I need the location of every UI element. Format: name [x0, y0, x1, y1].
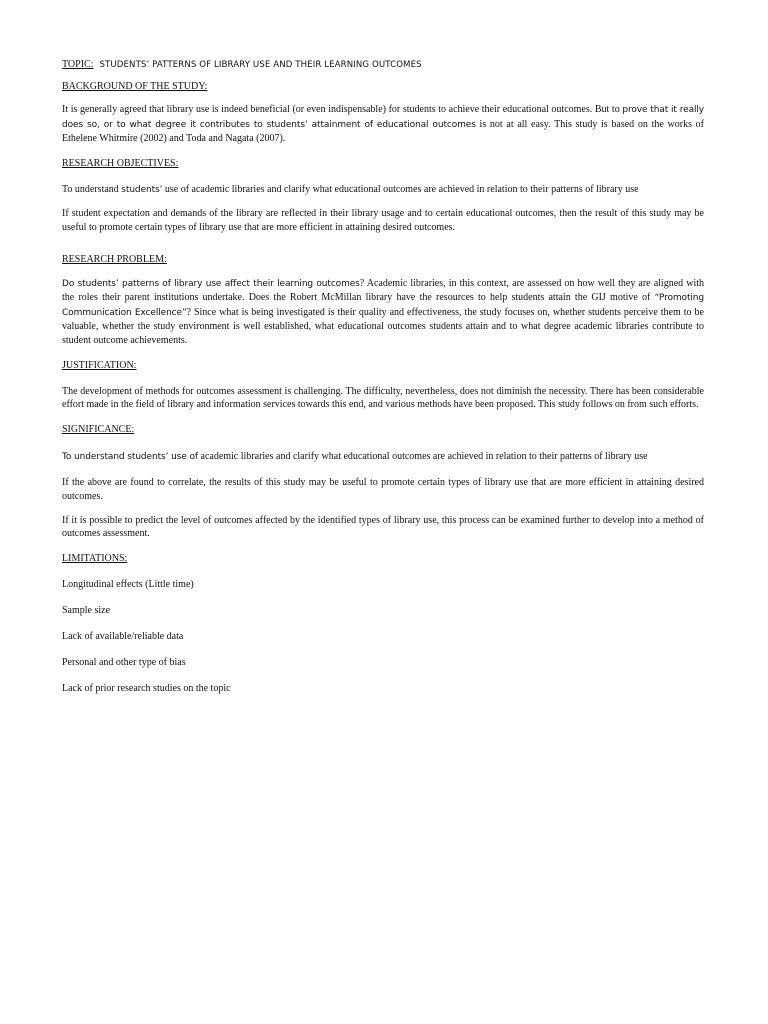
problem-text-b: ? Since what is being investigated is their quality and effectiveness, the study focuses on, whether students perceive them to be valuable, whether the study environment is well established, what educational outcomes students attain and to what degree academic libraries contribute to student outcome achievements. — [62, 306, 704, 346]
document-page — [62, 58, 704, 695]
topic-label: TOPIC: — [62, 59, 94, 70]
problem-paragraph — [62, 277, 704, 348]
limitation-item: Longitudinal effects (Little time) — [62, 578, 194, 590]
significance-text-b: academic libraries and clarify what educational outcomes are achieved in relation to their patterns of library use — [198, 450, 648, 462]
background-text-handwritten: prove that it really does so, or to what degree it contributes to students’ attainment of educational outcomes — [62, 105, 705, 130]
heading-objectives: RESEARCH OBJECTIVES: — [62, 157, 179, 169]
significance-paragraph-1 — [62, 450, 704, 465]
problem-text-handwritten-2: “Promoting Communication Excellence” — [62, 293, 704, 318]
heading-justification: JUSTIFICATION: — [62, 359, 137, 371]
document-title — [62, 58, 704, 72]
background-text-a: It is generally agreed that library use is indeed beneficial (or even indispensable) for students to achieve their educational outcomes. But to — [62, 104, 620, 115]
topic-text: STUDENTS’ PATTERNS OF LIBRARY USE AND THEIR LEARNING OUTCOMES — [99, 60, 422, 70]
significance-paragraph-3: If it is possible to predict the level of outcomes affected by the identified types of library use, this process can be examined further to develop into a method of outcomes assessment. — [62, 514, 704, 540]
background-text-b: is not at all easy. This study is based on the works of Ethelene Whitmire (2002) and Toda and Nagata (2007). — [62, 118, 704, 145]
limitation-item: Lack of available/reliable data — [62, 630, 184, 642]
background-paragraph — [62, 103, 704, 146]
significance-text-handwritten: To understand students’ use of — [62, 451, 198, 462]
objectives-text-a: To understand — [62, 183, 122, 195]
objectives-text-b: use of academic libraries and clarify what educational outcomes are achieved in relation to their patterns of library use — [162, 183, 639, 195]
problem-text-a: ? Academic libraries, in this context, are assessed on how well they are aligned with the roles their parent institutions undertake. Does the Robert McMillan library have the resources to help students attain the GIJ motive of — [62, 277, 704, 304]
significance-paragraph-2: If the above are found to correlate, the results of this study may be useful to promote certain types of library use that are more efficient in attaining desired outcomes. — [62, 477, 704, 502]
objectives-paragraph-2: If student expectation and demands of the library are reflected in their library usage and to certain educational outcomes, then the result of this study may be useful to promote certain types of library use that are more efficient in attaining desired outcomes. — [62, 208, 704, 233]
problem-text-handwritten-1: Do students’ patterns of library use affect their learning outcomes — [62, 278, 360, 289]
limitation-item: Sample size — [62, 604, 111, 616]
limitation-item: Lack of prior research studies on the topic — [62, 682, 231, 694]
heading-limitations: LIMITATIONS: — [62, 552, 128, 564]
heading-significance: SIGNIFICANCE: — [62, 423, 135, 435]
limitation-item: Personal and other type of bias — [62, 656, 186, 668]
justification-paragraph: The development of methods for outcomes assessment is challenging. The difficulty, nevertheless, does not diminish the necessity. There has been considerable effort made in the field of library and information services towards this end, and various methods have been proposed. This study follows on from such efforts. — [62, 385, 704, 411]
objectives-text-handwritten: students’ — [121, 184, 163, 195]
heading-background: BACKGROUND OF THE STUDY: — [62, 81, 208, 92]
objectives-paragraph-1 — [62, 183, 704, 198]
heading-problem: RESEARCH PROBLEM: — [62, 253, 167, 265]
